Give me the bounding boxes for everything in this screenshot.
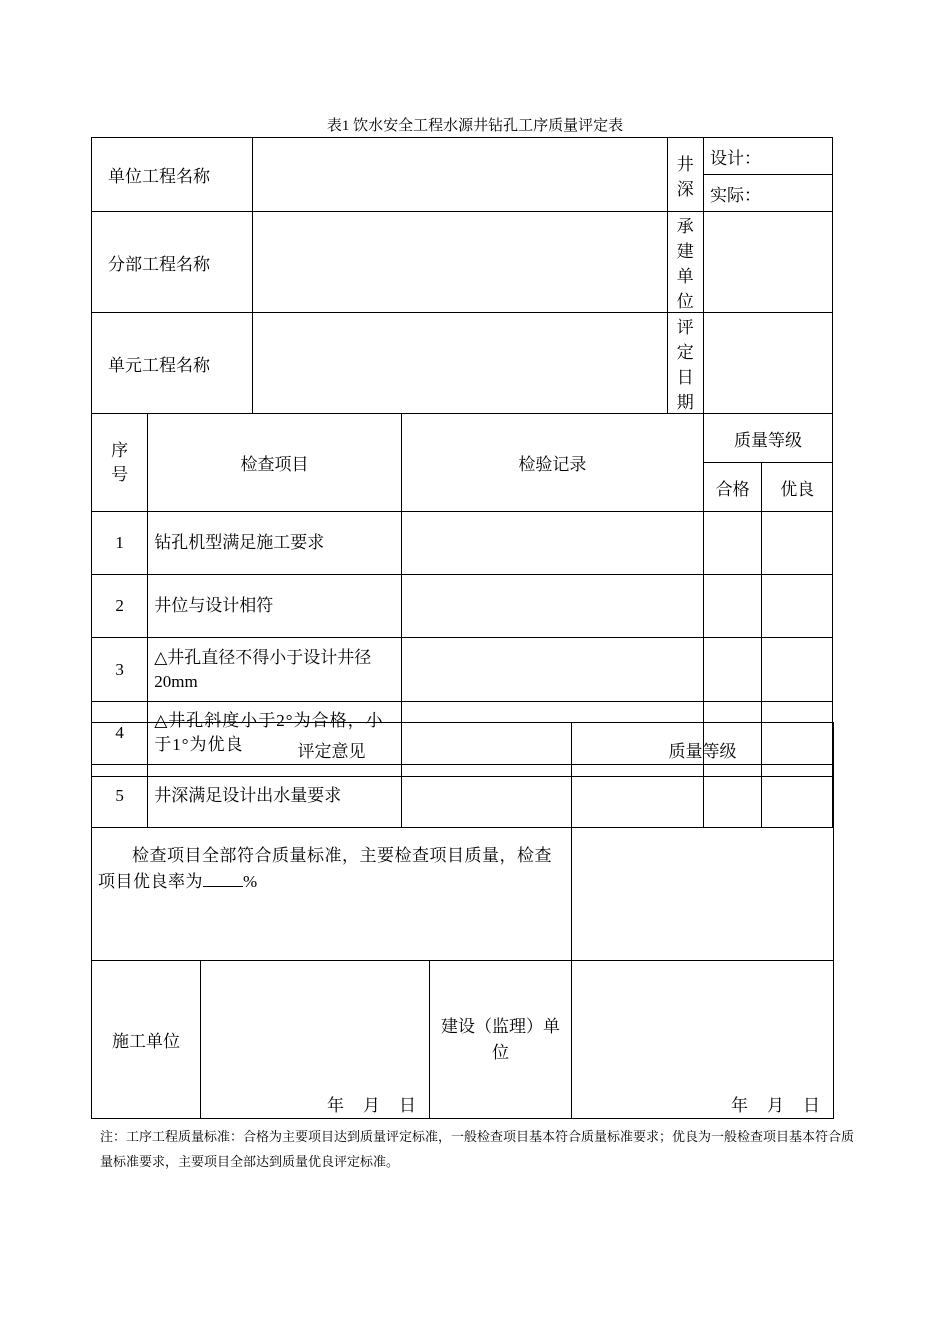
- pass-cell[interactable]: [703, 575, 761, 638]
- record-cell[interactable]: [401, 638, 703, 702]
- unit-project-label: 单位工程名称: [92, 138, 253, 212]
- construction-unit-label: 施工单位: [92, 961, 201, 1119]
- item-no: 3: [92, 638, 148, 702]
- item-no: 2: [92, 575, 148, 638]
- excellent-header: 优良: [762, 463, 833, 512]
- sub-project-value[interactable]: [252, 212, 667, 313]
- check-item-header: 检查项目: [148, 414, 402, 512]
- supervision-date: 年 月 日: [731, 1096, 821, 1115]
- item-no: 5: [92, 765, 148, 828]
- item-no: 4: [92, 702, 148, 765]
- table-title: 表1 饮水安全工程水源井钻孔工序质量评定表: [326, 118, 624, 134]
- item-text: 井深满足设计出水量要求: [148, 765, 402, 828]
- item-text: △井孔斜度小于2°为合格，小于1°为优良: [148, 702, 402, 765]
- pass-cell[interactable]: [703, 638, 761, 702]
- item-text: △井孔直径不得小于设计井径20mm: [148, 638, 402, 702]
- design-depth-field[interactable]: 设计：: [703, 138, 832, 175]
- contractor-label: 承建单位: [667, 212, 703, 313]
- eval-date-value[interactable]: [703, 313, 832, 414]
- table-row: [92, 512, 833, 575]
- construction-signature-cell[interactable]: [201, 961, 430, 1119]
- supervision-signature-cell[interactable]: [572, 961, 834, 1119]
- element-project-label: 单元工程名称: [92, 313, 253, 414]
- quality-grade-header: 质量等级: [703, 414, 832, 463]
- sub-project-label: 分部工程名称: [92, 212, 253, 313]
- eval-date-label: 评定日期: [667, 313, 703, 414]
- well-depth-label: 井深: [667, 138, 703, 212]
- actual-depth-field[interactable]: 实际：: [703, 175, 832, 212]
- record-cell[interactable]: [401, 512, 703, 575]
- pass-header: 合格: [703, 463, 761, 512]
- excellent-cell[interactable]: [762, 638, 833, 702]
- pass-cell[interactable]: [703, 512, 761, 575]
- excellent-rate-blank[interactable]: [203, 872, 243, 887]
- grade-header: 质量等级: [572, 723, 834, 777]
- excellent-cell[interactable]: [762, 512, 833, 575]
- item-no: 1: [92, 512, 148, 575]
- table-row: [92, 575, 833, 638]
- grade-value-cell[interactable]: [572, 777, 834, 961]
- contractor-value[interactable]: [703, 212, 832, 313]
- item-text: 钻孔机型满足施工要求: [148, 512, 402, 575]
- seq-header: 序号: [92, 414, 148, 512]
- opinion-text: [98, 843, 565, 895]
- unit-project-value[interactable]: [252, 138, 667, 212]
- percent-sign: %: [243, 871, 258, 891]
- opinion-cell: [92, 777, 572, 961]
- supervision-unit-label: 建设（监理）单位: [430, 961, 572, 1119]
- element-project-value[interactable]: [252, 313, 667, 414]
- construction-date: 年 月 日: [327, 1096, 417, 1115]
- footnote: 注：工序工程质量标准：合格为主要项目达到质量评定标准，一般检查项目基本符合质量标准要求；优良为一般检查项目基本符合质量标准要求，主要项目全部达到质量优良评定标准。: [100, 1129, 855, 1169]
- opinion-header: 评定意见: [92, 723, 572, 777]
- excellent-cell[interactable]: [762, 575, 833, 638]
- table-row: [92, 638, 833, 702]
- item-text: 井位与设计相符: [148, 575, 402, 638]
- inspection-record-header: 检验记录: [401, 414, 703, 512]
- record-cell[interactable]: [401, 575, 703, 638]
- opinion-statement: 检查项目全部符合质量标准，主要检查项目质量，检查项目优良率为: [98, 845, 552, 891]
- evaluation-table: [91, 722, 834, 1119]
